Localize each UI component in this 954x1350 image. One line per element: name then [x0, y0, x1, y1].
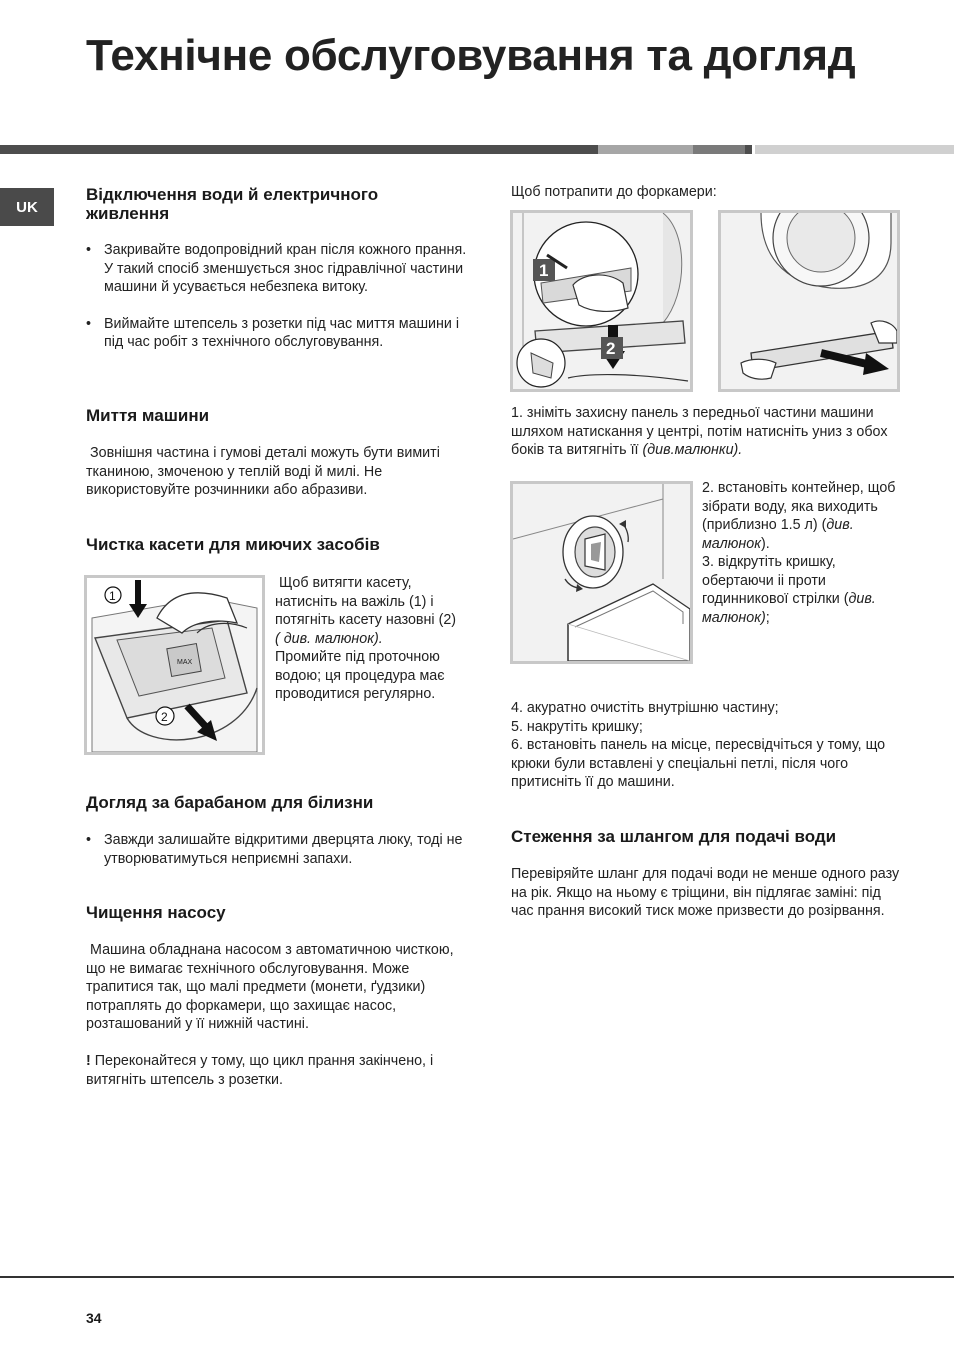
step6: 6. встановіть панель на місце, пересвідчіться у тому, що крюки були вставлені у спеціальні петлі, після чого притисніть її до машини. — [511, 737, 886, 790]
step3-text — [702, 553, 907, 627]
heading-dispenser: Чистка касети для миючих засобів — [86, 535, 380, 554]
intro-text: Щоб потрапити до форкамери: — [511, 184, 717, 200]
step2-end: ). — [760, 535, 770, 552]
pump-cover-illustration — [513, 484, 690, 661]
dispenser-text-a: Щоб витягти касету, натисніть на важіль (1) і потягніть касету назовні (2) — [275, 575, 457, 628]
figure-label-1: 1 — [539, 261, 549, 280]
step2-text — [702, 479, 907, 553]
step1-ref: (див.малюнки). — [642, 442, 743, 458]
washing-text: Зовнішня частина і гумові деталі можуть бути вимиті тканиною, змоченою у теплій воді й милі. Не використовуйте розчинники або абразиви. — [86, 445, 440, 498]
dispenser-figure — [84, 575, 265, 755]
pump-text: Машина обладнана насосом з автоматичною чисткою, що не вимагає технічного обслуговування. Може трапитися так, що малі предмети (монети, ґудзики) потраплять до форкамери, що захищає насос, розташований у її нижній частині. — [86, 942, 454, 1032]
header-band-accent — [693, 145, 745, 154]
list-item: • Завжди залишайте відкритими дверцята люку, тоді не утворюватимуться неприємні запахи. — [86, 831, 478, 868]
language-tab: UK — [0, 188, 54, 226]
dispenser-text — [275, 574, 475, 704]
panel-pull-illustration — [721, 213, 897, 389]
warning-text: Переконайтеся у тому, що цикл прання закінчено, і витягніть штепсель з розетки. — [86, 1053, 434, 1088]
panel-press-illustration — [513, 213, 690, 389]
page-number: 34 — [86, 1310, 102, 1326]
max-mark: MAX — [177, 659, 193, 666]
steps-4-6 — [511, 699, 906, 792]
dispenser-text-c: Промийте під проточною водою; ця процедура має проводитися регулярно. — [275, 649, 445, 702]
hose-text: Перевіряйте шланг для подачі води не менше одного разу на рік. Якщо на ньому є тріщини, він підлягає заміні: під час прання високий тиск може призвести до розірвання. — [511, 866, 900, 919]
list-item: • Закривайте водопровідний кран після кожного прання. У такий спосіб зменшується знос гідравлічної частини машини й усувається небезпека витоку. — [86, 241, 478, 297]
heading-disconnect: Відключення води й електричного живлення — [86, 185, 379, 223]
step3-ref: див. малюнок) — [702, 591, 876, 626]
warning-icon: ! — [86, 1053, 91, 1069]
steps-2-3 — [702, 479, 907, 627]
step4: 4. акуратно очистіть внутрішню частину; — [511, 700, 779, 716]
header-band-notch — [745, 145, 752, 154]
list-item: • Виймайте штепсель з розетки під час миття машини і під час робіт з технічного обслуговування. — [86, 315, 478, 352]
disconnect-list — [86, 241, 478, 352]
heading-hose: Стеження за шлангом для подачі води — [511, 827, 837, 846]
drum-list — [86, 831, 478, 868]
heading-drum: Догляд за барабаном для білизни — [86, 793, 374, 812]
step5: 5. накрутіть кришку; — [511, 718, 643, 735]
figure-label-1: 1 — [109, 589, 116, 603]
header-band-dark — [0, 145, 598, 154]
page-title: Технічне обслуговування та догляд — [86, 31, 856, 80]
step1-text — [511, 404, 906, 460]
panel-press-figure — [510, 210, 693, 392]
panel-pull-figure — [718, 210, 900, 392]
step3-end: ; — [765, 609, 770, 626]
dispenser-illustration — [87, 578, 262, 752]
pump-cover-figure — [510, 481, 693, 664]
header-band-light — [755, 145, 954, 154]
step2-ref: див. малюнок — [702, 517, 854, 552]
footer-divider — [0, 1276, 954, 1278]
heading-washing: Миття машини — [86, 406, 210, 425]
step2: 2. встановіть контейнер, щоб зібрати воду, яка виходить (приблизно 1.5 л) ( — [702, 480, 896, 533]
step1: 1. зніміть захисну панель з передньої частини машини шляхом натискання у центрі, потім натисніть униз з обох боків та витягніть її — [511, 405, 888, 458]
pump-warning — [86, 1052, 470, 1089]
step3: 3. відкрутіть кришку, обертаючи іі проти годинникової стрілки ( — [702, 554, 849, 607]
figure-label-2: 2 — [161, 710, 168, 724]
header-band-mid — [598, 145, 693, 154]
dispenser-text-b: ( див. малюнок). — [275, 630, 383, 647]
heading-pump: Чищення насосу — [86, 903, 226, 922]
figure-label-2: 2 — [606, 339, 616, 358]
